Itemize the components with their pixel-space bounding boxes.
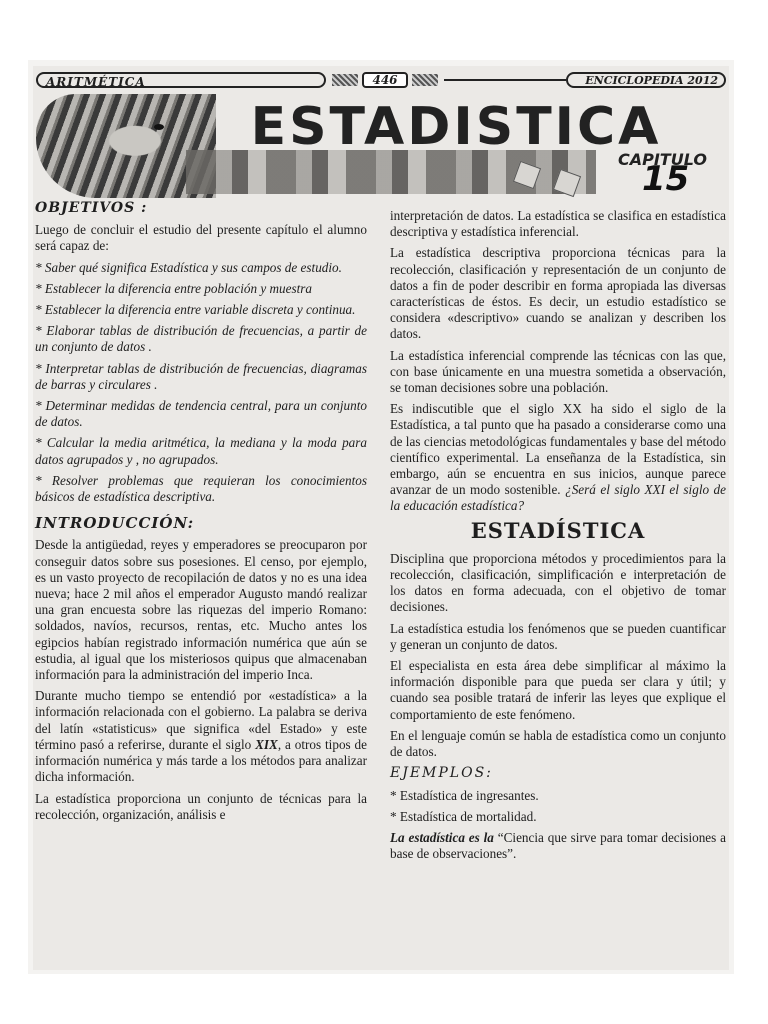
right-p4-text: Es indiscutible que el siglo XX ha sido el siglo de la Estadística, a tal punto que ha pasado a considerarse como una de las ciencias metodológicas fundamentales y base del método científico experimental. La enseñanza de la Estadística, sin embargo, aún se encuentra en sus inicios, aunque parece avanzar de un modo sostenible. — [390, 401, 726, 498]
right-paragraph-5: La estadística estudia los fenómenos que se pueden cuantificar y generan un conjunto de datos. — [390, 620, 726, 652]
right-p4-question: ¿Será el siglo XXI el siglo de la educación estadística? — [390, 482, 726, 514]
page-number: 446 — [362, 72, 408, 88]
objective-item: * Elaborar tablas de distribución de frecuencias, a partir de un conjunto de datos . — [35, 323, 367, 355]
right-paragraph-3: La estadística inferencial comprende las técnicas con las que, con base únicamente en una muestra sometida a observación, se toman decisiones sobre una población. — [390, 347, 726, 396]
example-item: * Estadística de ingresantes. — [390, 787, 539, 803]
objective-item: * Interpretar tablas de distribución de frecuencias, diagramas de barras y circulares . — [35, 360, 367, 392]
right-paragraph-4 — [390, 401, 726, 514]
objective-item: * Resolver problemas que requieran los conocimientos básicos de estadística descriptiva. — [35, 472, 367, 505]
intro-paragraph-1: Desde la antigüedad, reyes y emperadores se preocuparon por conseguir datos sobre sus posesiones. El censo, por ejemplo, es un vasto proyecto de recopilación de datos y no es una idea nueva; hace 2 mil años el emperador Augusto mandó realizar una gran encuesta sobre las riquezas del imperio Romano: soldados, navíos, recursos, rentas, etc. Mucho antes los egipcios habían registrado información numérica que aún se estudia, al igual que los misteriosos quipus que almacenaban información para la administración del imperio Inca. — [35, 537, 367, 683]
century-xix: XIX — [255, 736, 278, 752]
right-paragraph-1: interpretación de datos. La estadística se clasifica en estadística descriptiva y estadística inferencial. — [390, 208, 726, 240]
objetivos-heading: OBJETIVOS : — [35, 200, 148, 216]
definition-paragraph: Disciplina que proporciona métodos y procedimientos para la recolección, clasificación, simplificación e interpretación de los datos en forma adecuada, con el objetivo de tomar decisiones. — [390, 550, 726, 615]
objective-item: * Calcular la media aritmética, la mediana y la moda para datos agrupados y , no agrupados. — [35, 435, 367, 467]
objective-item: * Saber qué significa Estadística y sus campos de estudio. — [35, 259, 342, 275]
header-rule — [444, 79, 566, 81]
objective-item: * Determinar medidas de tendencia central, para un conjunto de datos. — [35, 398, 367, 430]
left-column — [35, 200, 367, 828]
chapter-banner — [36, 94, 726, 198]
intro-p2-end: , a otros tipos de información numérica y más tarde a los métodos para analizar dicha información. — [35, 736, 367, 785]
objetivos-intro: Luego de concluir el estudio del presente capítulo el alumno será capaz de: — [35, 222, 367, 254]
chapter-label: CAPITULO — [618, 150, 707, 169]
chapter-title: ESTADISTICA — [250, 97, 662, 157]
example-item: * Estadística de mortalidad. — [390, 808, 537, 824]
closing-quote: “Ciencia que sirve para tomar decisiones a base de observaciones”. — [390, 829, 726, 862]
right-paragraph-7: En el lenguaje común se habla de estadística como un conjunto de datos. — [390, 727, 726, 760]
objective-item: * Establecer la diferencia entre población y muestra — [35, 280, 312, 296]
tiger-eye — [154, 124, 164, 130]
intro-p2-start: Durante mucho tiempo se entendió por «estadística» a la información relacionada con el gobierno. La palabra se deriva del latín «statisticus» que significa «del Estado» y este término pasó a referirse, durante el siglo — [35, 688, 367, 752]
running-header — [36, 72, 726, 90]
right-paragraph-2: La estadística descriptiva proporciona técnicas para la recolección, clasificación y representación de un conjunto de datos a fin de poder describir en forma apropiada las diversas características de éstos. Es decir, un estudio estadístico se considera «descriptivo» cuando se analizan y describen los datos. — [390, 245, 726, 342]
chapter-number: 15 — [642, 159, 690, 199]
closing-definition — [390, 830, 726, 862]
introduccion-heading: INTRODUCCIÓN: — [35, 514, 195, 533]
ornament-right — [412, 74, 438, 86]
section-heading-estadistica: ESTADÍSTICA — [470, 517, 646, 543]
ornament-left — [332, 74, 358, 86]
header-publication: ENCICLOPEDIA 2012 — [566, 72, 726, 88]
right-paragraph-6: El especialista en esta área debe simplificar al máximo la información disponible para que pueda ser clara y útil; y cuando sea posible tratará de inferir las leyes que explique el comportamiento de este fenómeno. — [390, 658, 726, 722]
header-page-box — [332, 72, 442, 88]
header-subject: ARITMÉTICA — [36, 72, 326, 88]
closing-bold: La estadística es la — [390, 829, 494, 845]
intro-paragraph-2 — [35, 688, 367, 785]
ejemplos-heading: EJEMPLOS: — [390, 765, 493, 782]
right-column — [390, 208, 726, 867]
intro-paragraph-3: La estadística proporciona un conjunto de técnicas para la recolección, organización, análisis e — [35, 790, 367, 822]
objective-item: * Establecer la diferencia entre variable discreta y continua. — [35, 302, 356, 318]
